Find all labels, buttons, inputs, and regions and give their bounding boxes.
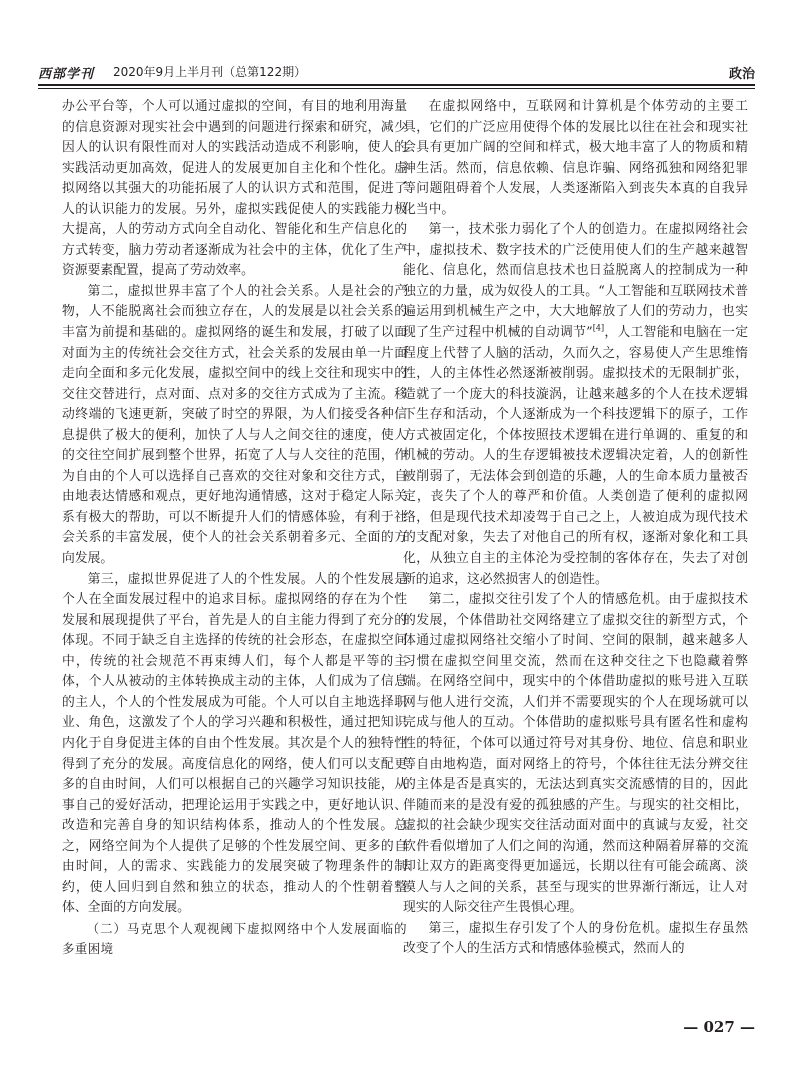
- issue-info: 2020年9月上半月刊（总第122期）: [113, 65, 307, 79]
- left-column: [62, 97, 407, 960]
- journal-masthead: 西部学刊: [38, 67, 95, 82]
- section-subheading: （二）马克思个人观视阈下虚拟网络中个人发展面临的多重困境: [62, 920, 407, 957]
- paragraph: [403, 220, 748, 590]
- header-rule-thin: [38, 88, 755, 89]
- paragraph: 办公平台等，个人可以通过虚拟的空间，有目的地利用海量的信息资源对现实社会中遇到的问题进行探索和研究，减少因人的认识有限性而对人的实践活动造成不利影响，使人的实践活动更加高效，促进人的发展更加自主化和个性化。虚拟网络以其强大的功能拓展了人的认识方式和范围，促进了人的认识能力的发展。另外，虚拟实践促使人的实践能力极大提高，人的劳动方式向全自动化、智能化和生产信息化的方式转变，脑力劳动者逐渐成为社会中的主体，优化了生产资源要素配置，提高了劳动效率。: [62, 99, 407, 279]
- citation-marker: [4]: [592, 323, 605, 333]
- quote-text: 第一，技术张力弱化了个人的创造力。在虚拟网络社会中，虚拟技术、数字技术的广泛使用使人们的生产越来越智能化、信息化，然而信息技术也日益脱离人的控制成为一种独立的力量，成为奴役人的工具。“人工智能和互联网技术普遍运用到机械生产之中，大大地解放了人们的劳动力，也实现了生产过程中机械的自动调节”: [403, 222, 748, 341]
- paragraph: 第二，虚拟交往引发了个人的情感危机。由于虚拟技术的发展，个体借助社交网络建立了虚拟交往的新型方式，个体通过虚拟网络社交缩小了时间、空间的限制，越来越多人习惯在虚拟空间里交流，然而在这种交往之下也隐藏着弊端。在网络空间中，现实中的个体借助虚拟的账号进入互联网与他人进行交流，人们并不需要现实的个人在现场就可以完成与他人的互动。个体借助的虚拟账号具有匿名性和虚构性的特征，个体可以通过符号对其身份、地位、信息和职业等自由地构造，面对网络上的符号，个体往往无法分辨交往的主体是否是真实的，无法达到真实交流感情的目的，因此伴随而来的是没有爱的孤独感的产生。与现实的社交相比，虚拟的社会缺少现实交往活动面对面中的真诚与友爱，社交软件看似增加了人们之间的沟通，然而这种隔着屏幕的交流却让双方的距离变得更加遥远，长期以往有可能会疏离、淡漠人与人之间的关系，甚至与现实的世界渐行渐远，让人对现实的人际交往产生畏惧心理。: [403, 592, 748, 916]
- paragraph: 第三，虚拟世界促进了人的个性发展。人的个性发展是个人在全面发展过程中的追求目标。虚拟网络的存在为个性发展和展现提供了平台，首先是人的自主能力得到了充分的体现。不同于缺乏自主选择的传统的社会形态，在虚拟空间中，传统的社会规范不再束缚人们，每个人都是平等的主体，个人从被动的主体转换成主动的主体，人们成为了信息的主人，个人的个性发展成为可能。个人可以自主地选择职业、角色，这激发了个人的学习兴趣和积极性，通过把知识内化于自身促进主体的自由个性发展。其次是个人的独特性得到了充分的发展。高度信息化的网络，使人们可以支配更多的自由时间，人们可以根据自己的兴趣学习知识技能，从事自己的爱好活动，把理论运用于实践之中，更好地认识、改造和完善自身的知识结构体系，推动人的个性发展。总之，网络空间为个人提供了足够的个性发展空间、更多的自由时间，人的需求、实践能力的发展突破了物理条件的制约，使人回归到自然和独立的状态，推动人的个性朝着整体、全面的方向发展。: [62, 571, 407, 916]
- paragraph-continuation: ，人工智能和电脑在一定程度上代替了人脑的活动，久而久之，容易使人产生思维惰性，人的主体性必然逐渐被削弱。虚拟技术的无限制扩张，造就了一个庞大的科技漩涡，让越来越多的个人在技术逻辑下生存和活动，个人逐渐成为一个科技逻辑下的原子，工作方式被固定化，个体按照技术逻辑在进行单调的、重复的和机械的劳动。人的生存逻辑被技术逻辑决定着，人的创新性被削弱了，无法体会到创造的乐趣，人的生命本质力量被否定，丧失了个人的尊严和价值。人类创造了便利的虚拟网络，但是现代技术却凌驾于自己之上，人被迫成为现代技术的支配对象，失去了对他自己的所有权，逐渐对象化和工具化，从独立自主的主体沦为受控制的客体存在，失去了对创新的追求，这必然损害人的创造性。: [403, 325, 749, 587]
- header-rule: [38, 84, 755, 86]
- paragraph: 在虚拟网络中，互联网和计算机是个体劳动的主要工具，它们的广泛应用使得个体的发展比以往在社会和现实社会具有更加广阔的空间和样式，极大地丰富了人的物质和精神生活。然而，信息依赖、信息诈骗、网络孤独和网络犯罪等问题阻碍着个人发展，人类逐渐陷入到丧失本真的自我异化当中。: [403, 99, 748, 217]
- page-header: [38, 62, 755, 84]
- paragraph: 第三，虚拟生存引发了个人的身份危机。虚拟生存虽然改变了个人的生活方式和情感体验模式，然而人的: [403, 920, 748, 957]
- page-number: — 027 —: [683, 1018, 755, 1036]
- right-column: [403, 97, 748, 960]
- section-label: 政治: [728, 67, 755, 82]
- paragraph: 第二，虚拟世界丰富了个人的社会关系。人是社会的产物，人不能脱离社会而独立存在，人的发展是以社会关系的丰富为前提和基础的。虚拟网络的诞生和发展，打破了以面对面为主的传统社会交往方式，社会关系的发展由单一片面走向全面和多元化发展，虚拟空间中的线上交往和现实中的交往交替进行，点对面、点对多的交往方式成为了主流。移动终端的飞速更新，突破了时空的界限，为人们接受各种信息提供了极大的便利，加快了人与人之间交往的速度，使人的交往空间扩展到整个世界，拓宽了人与人交往的范围，作为自由的个人可以选择自己喜欢的交往对象和交往方式，自由地表达情感和观点，更好地沟通情感，这对于稳定人际关系有极大的帮助，可以不断提升人们的情感体验，有利于社会关系的丰富发展，使个人的社会关系朝着多元、全面的方向发展。: [62, 283, 407, 567]
